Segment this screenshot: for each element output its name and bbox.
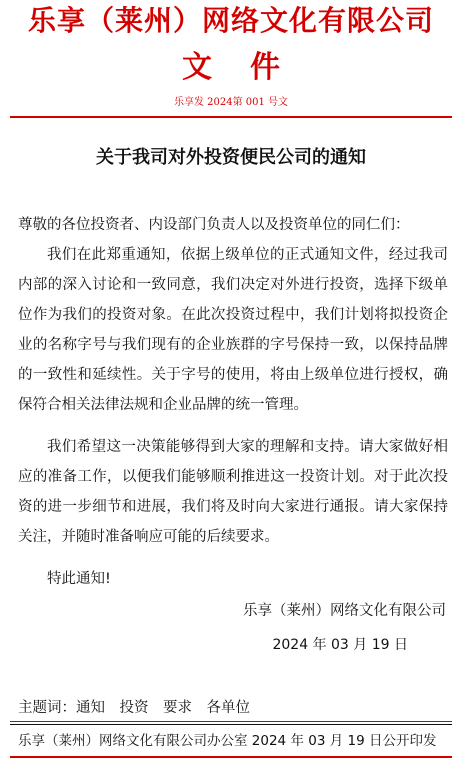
bottom-red-rule — [10, 756, 452, 758]
salutation: 尊敬的各位投资者、内设部门负责人以及投资单位的同仁们： — [18, 217, 410, 233]
signature-date: 2024 年 03 月 19 日 — [272, 637, 408, 653]
organization-title: 乐享（莱州）网络文化有限公司 — [27, 4, 434, 37]
document-word: 文件 — [182, 50, 318, 85]
issuer-line: 乐享（莱州）网络文化有限公司办公室 2024 年 03 月 19 日公开印发 — [18, 733, 437, 749]
footer-black-rule — [10, 724, 452, 725]
header-red-rule — [10, 116, 452, 118]
closing-line: 特此通知! — [47, 571, 111, 587]
footer-red-rule — [10, 721, 452, 722]
notice-title: 关于我司对外投资便民公司的通知 — [96, 147, 366, 168]
body-paragraph-1: 我们在此郑重通知，依据上级单位的正式通知文件，经过我司内部的深入讨论和一致同意，我们决定对外进行投资，选择下级单位作为我们的投资对象。在此次投资过程中，我们计划将拟投资企业的名称字号与我们现有的企业族群的字号保持一致，以保持品牌的一致性和延续性。关于字号的使用，将由上级单位进行授权，确保符合相关法律法规和企业品牌的统一管理。 — [18, 247, 448, 413]
subject-keywords: 主题词：通知 投资 要求 各单位 — [18, 700, 250, 716]
document-number: 乐享发 2024第 001 号文 — [173, 97, 289, 108]
signature-organization: 乐享（莱州）网络文化有限公司 — [243, 603, 446, 619]
body-paragraph-2: 我们希望这一决策能够得到大家的理解和支持。请大家做好相应的准备工作，以便我们能够顺利推进这一投资计划。对于此次投资的进一步细节和进展，我们将及时向大家进行通报。请大家保持关注，并随时准备响应可能的后续要求。 — [18, 439, 448, 545]
